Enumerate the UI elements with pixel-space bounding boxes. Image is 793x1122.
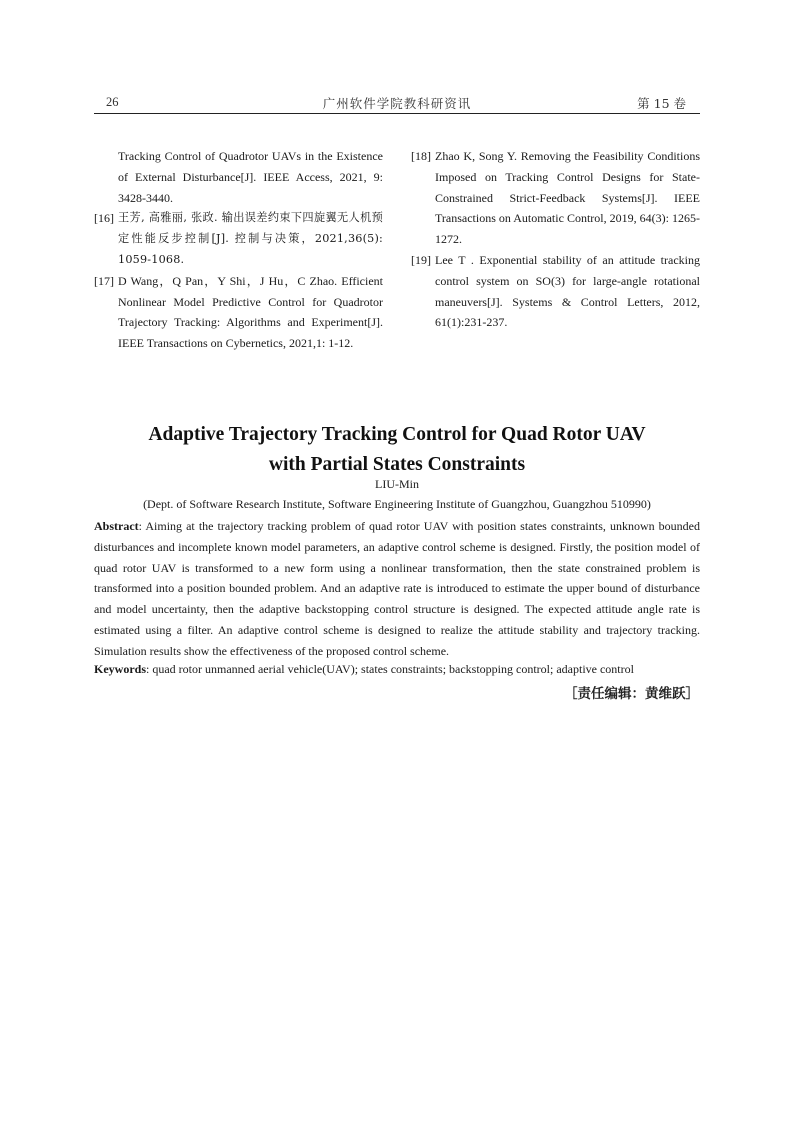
references-left-column [94,146,383,354]
responsible-editor: ［责任编辑：黄维跃］ [564,686,699,702]
running-header [94,93,700,113]
keywords [94,662,700,677]
article-title [94,420,700,480]
reference-number: [17] [94,273,114,288]
journal-name: 广州软件学院教科研资讯 [322,96,472,111]
volume-label: 第 15 卷 [637,96,686,111]
keywords-label: Keywords [94,662,146,676]
keywords-text: : quad rotor unmanned aerial vehicle(UAV); states constraints; backstopping control; adaptive control [146,662,634,676]
reference-text: Zhao K, Song Y. Removing the Feasibility Conditions Imposed on Tracking Control Designs for State-Constrained Strict-Feedback Systems[J]. IEEE Transactions on Automatic Control, 2019, 64(3): 1265-1272. [435,149,700,247]
references-right-column [411,146,700,333]
abstract-label: Abstract [94,519,139,533]
reference-text: 王芳, 高雅丽, 张政. 输出误差约束下四旋翼无人机预定性能反步控制[J]. 控制与决策，2021,36(5): 1059-1068. [118,211,383,266]
abstract [94,516,700,662]
reference-number: [16] [94,211,114,226]
title-line-2: with Partial States Constraints [268,454,526,475]
author-name: LIU-Min [375,477,419,491]
reference-text: D Wang，Q Pan，Y Shi，J Hu，C Zhao. Efficient Nonlinear Model Predictive Control for Quadrotor Trajectory Tracking: Algorithms and Experiment[J]. IEEE Transactions on Cybernetics, 2021,1: 1-12. [118,273,383,351]
abstract-text: : Aiming at the trajectory tracking problem of quad rotor UAV with position states constraints, unknown bounded disturbances and incomplete known model parameters, an adaptive control scheme is designed. Firstly, the position model of quad rotor UAV is transformed to a new form using a nonlinear transformation, then the state constrained problem is transformed into a position bounded problem. And an adaptive rate is introduced to estimate the upper bound of disturbance and model uncertainty, then the adaptive backstopping control structure is designed. The expected attitude angle rate is estimated using a filter. An adaptive control scheme is designed to realize the attitude stability and trajectory tracking. Simulation results show the effectiveness of the proposed control scheme. [94,519,700,658]
reference-item [411,250,700,333]
header-rule [94,113,700,114]
page-number: 26 [106,95,119,109]
reference-text: Lee T . Exponential stability of an attitude tracking control system on SO(3) for large-angle rotational maneuvers[J]. Systems & Control Letters, 2012, 61(1):231-237. [435,252,700,330]
reference-item [94,208,383,270]
reference-item [411,146,700,250]
reference-number: [19] [411,252,431,267]
reference-text: Tracking Control of Quadrotor UAVs in the Existence of External Disturbance[J]. IEEE Access, 2021, 9: 3428-3440. [118,149,383,205]
reference-item [94,271,383,354]
reference-number: [18] [411,149,431,163]
author-affiliation: (Dept. of Software Research Institute, Software Engineering Institute of Guangzhou, Guangzhou 510990) [143,497,651,511]
reference-item [94,146,383,208]
title-line-1: Adaptive Trajectory Tracking Control for Quad Rotor UAV [148,424,646,445]
